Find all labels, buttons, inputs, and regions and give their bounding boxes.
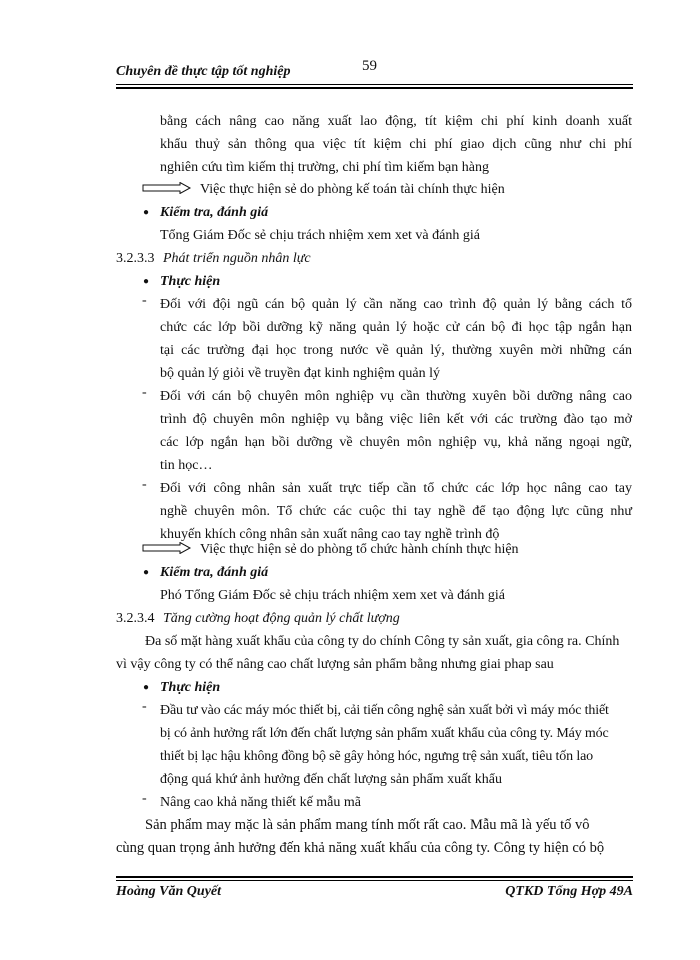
list-item-line: khuyến khích công nhân sản xuất nâng cao tay nghề trình độ [160, 527, 500, 542]
arrow-statement: Việc thực hiện sẻ do phòng tổ chức hành chính thực hiện [200, 542, 519, 557]
list-item-line: Nâng cao khả năng thiết kế mẫu mã [160, 795, 361, 810]
dash-marker: - [142, 477, 147, 492]
page-number: 59 [362, 58, 377, 74]
paragraph-line: Sản phẩm may mặc là sản phẩm mang tính mốt rất cao. Mẫu mã là yếu tố vô [145, 817, 590, 833]
footer-author: Hoàng Văn Quyết [116, 884, 222, 899]
list-item-line: nghề chuyên môn. Tổ chức các cuộc thi tay nghề để tạo động lực cũng như [160, 504, 632, 519]
list-item-line: các lớp ngắn hạn bồi dưỡng về chuyên môn nghiệp vụ, khả năng ngoại ngữ, [160, 435, 632, 450]
paragraph-line: khẩu thuỷ sản thông qua việc tít kiệm chi phí giao dịch cũng như chi phí [160, 137, 632, 152]
dash-marker: - [142, 791, 147, 806]
page-header [116, 58, 633, 84]
arrow-statement: Việc thực hiện sẻ do phòng kế toán tài chính thực hiện [200, 182, 505, 197]
footer-rule-thick [116, 876, 633, 878]
impl-heading: Thực hiện [160, 680, 221, 695]
section-title: Phát triển nguồn nhân lực [163, 251, 311, 266]
section-number: 3.2.3.3 [116, 251, 155, 266]
bullet-icon: ● [143, 567, 150, 578]
list-item-line: thiết bị lạc hậu không đồng bộ sẽ gây hỏng hóc, ngưng trệ sản xuất, tiêu tốn lao [160, 749, 593, 764]
list-item-line: bị có ảnh hưởng rất lớn đến chất lượng sản phẩm xuất khẩu của công ty. Máy móc [160, 726, 609, 741]
section-number: 3.2.3.4 [116, 611, 155, 626]
dash-marker: - [142, 385, 147, 400]
bullet-icon: ● [143, 682, 150, 693]
bullet-icon: ● [143, 276, 150, 287]
check-text: Phó Tổng Giám Đốc sẻ chịu trách nhiệm xem xet và đánh giá [160, 588, 505, 603]
list-item-line: trình độ chuyên môn nghiệp vụ bằng việc liên kết với các trường đào tạo mở [160, 412, 632, 427]
dash-marker: - [142, 699, 147, 714]
list-item-line: Đối với cán bộ chuyên môn nghiệp vụ cần thường xuyên bồi dưỡng nâng cao [160, 389, 632, 404]
list-item-line: động quá khứ ảnh hưởng đến chất lượng sản phẩm xuất khẩu [160, 772, 503, 787]
header-rule [116, 84, 633, 85]
check-text: Tổng Giám Đốc sẻ chịu trách nhiệm xem xet và đánh giá [160, 228, 480, 243]
paragraph-line: Đa số mặt hàng xuất khẩu của công ty do chính Công ty sản xuất, gia công ra. Chính [145, 634, 620, 649]
list-item-line: Đầu tư vào các máy móc thiết bị, cải tiến công nghệ sản xuất bởi vì máy móc thiết [160, 703, 609, 718]
list-item-line: Đối với công nhân sản xuất trực tiếp cần tổ chức các lớp học nâng cao tay [160, 481, 632, 496]
paragraph-line: nghiên cứu tìm kiếm thị trường, chi phí tìm kiếm bạn hàng [160, 160, 489, 175]
paragraph-line: bằng cách nâng cao năng xuất lao động, tít kiệm chi phí kinh doanh xuất [160, 114, 632, 129]
arrow-icon [142, 182, 192, 194]
list-item-line: tin học… [160, 458, 213, 473]
check-heading: Kiểm tra, đánh giá [160, 565, 269, 580]
paragraph-line: cùng quan trọng ảnh hưởng đến khả năng xuất khẩu của công ty. Công ty hiện có bộ [116, 840, 605, 856]
list-item-line: tại các trường đại học trong nước về quản lý, thường xuyên mời những cán [160, 343, 632, 358]
list-item-line: chức các lớp bồi dưỡng kỹ năng quản lý hoặc cử cán bộ đi học tập ngắn hạn [160, 320, 632, 335]
footer-class: QTKD Tổng Hợp 49A [505, 884, 633, 899]
impl-heading: Thực hiện [160, 274, 221, 289]
arrow-icon [142, 542, 192, 554]
check-heading: Kiểm tra, đánh giá [160, 205, 269, 220]
list-item-line: bộ quản lý giỏi về truyền đạt kinh nghiệm quản lý [160, 366, 440, 381]
dash-marker: - [142, 293, 147, 308]
footer-rule [116, 880, 633, 881]
header-rule-thick [116, 87, 633, 89]
list-item-line: Đối với đội ngũ cán bộ quản lý cần năng cao trình độ quản lý bằng cách tổ [160, 297, 632, 312]
section-title: Tăng cường hoạt động quản lý chất lượng [163, 611, 400, 626]
paragraph-line: vì vậy công ty có thể nâng cao chất lượng sản phẩm bằng nhưng giai phap sau [116, 657, 554, 672]
header-title: Chuyên đề thực tập tốt nghiệp [116, 64, 291, 79]
bullet-icon: ● [143, 207, 150, 218]
